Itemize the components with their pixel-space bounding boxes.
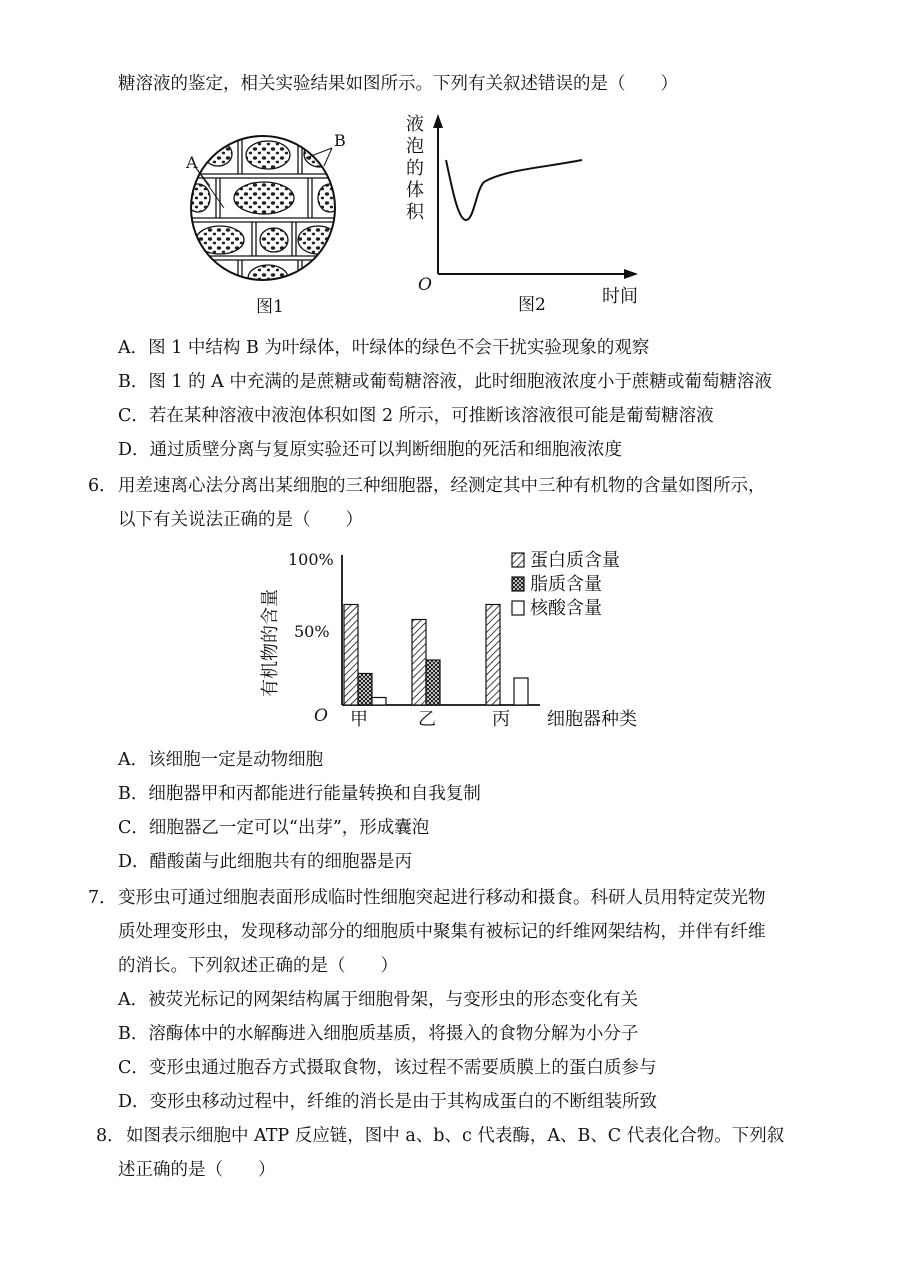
bar-2-2 [514,678,528,705]
q6-stem-line-1: 用差速离心法分离出某细胞的三种细胞器，经测定其中三种有机物的含量如图所示， [118,476,766,496]
q8-stem-line-1: 如图表示细胞中 ATP 反应链，图中 a、b、c 代表酶，A、B、C 代表化合物。下列叙 [126,1126,785,1146]
figure-2-ylabel-5: 积 [406,202,424,223]
q5-option-b: B．图 1 的 A 中充满的是蔗糖或葡萄糖溶液，此时细胞液浓度小于蔗糖或葡萄糖溶液 [118,372,772,392]
figure-2-ylabel-4: 体 [406,180,424,201]
q6-option-d: D．醋酸菌与此细胞共有的细胞器是丙 [118,852,413,872]
q7-stem-line-3: 的消长。下列叙述正确的是（ ） [118,956,398,976]
q7-option-a: A．被荧光标记的网架结构属于细胞骨架，与变形虫的形态变化有关 [118,990,639,1010]
legend-label-1: 脂质含量 [530,574,602,595]
legend-label-0: 蛋白质含量 [530,550,620,571]
figure-2-ylabel-1: 液 [406,114,424,135]
q8-number: 8． [96,1126,125,1146]
chart-origin: O [314,706,328,726]
q6-number: 6． [88,476,117,496]
q5-stem-tail: 糖溶液的鉴定，相关实验结果如图所示。下列有关叙述错误的是（ ） [118,74,678,94]
label-a: A [186,153,198,172]
bar-0-2 [372,698,386,706]
legend-swatch-0 [512,553,524,567]
q8-stem-line-2: 述正确的是（ ） [118,1160,276,1180]
q6-option-a: A．该细胞一定是动物细胞 [118,750,324,770]
legend-swatch-2 [512,601,524,615]
q5-option-c: C．若在某种溶液中液泡体积如图 2 所示，可推断该溶液很可能是葡萄糖溶液 [118,406,714,426]
q7-stem-line-1: 变形虫可通过细胞表面形成临时性细胞突起进行移动和摄食。科研人员用特定荧光物 [118,888,766,908]
q7-option-c: C．变形虫通过胞吞方式摄取食物，该过程不需要质膜上的蛋白质参与 [118,1058,657,1078]
q7-number: 7． [88,888,117,908]
bar-1-1 [426,660,440,705]
chart-ytick-50: 50% [294,622,330,641]
figure-2-origin: O [418,275,432,295]
legend-swatch-1 [512,577,524,591]
q5-option-a: A．图 1 中结构 B 为叶绿体，叶绿体的绿色不会干扰实验现象的观察 [118,338,650,358]
q6-option-c: C．细胞器乙一定可以“出芽”，形成囊泡 [118,818,430,838]
bar-1-0 [412,620,426,706]
figure-2-ylabel-2: 泡 [406,136,424,157]
q6-option-b: B．细胞器甲和丙都能进行能量转换和自我复制 [118,784,481,804]
x-category-0: 甲 [350,709,368,730]
q7-option-b: B．溶酶体中的水解酶进入细胞质基质，将摄入的食物分解为小分子 [118,1024,639,1044]
figure-1-cell-diagram [180,128,350,320]
bar-2-0 [486,605,500,706]
figure-2-xlabel: 时间 [602,286,638,307]
q5-option-d: D．通过质壁分离与复原实验还可以判断细胞的死活和细胞液浓度 [118,440,623,460]
x-category-2: 丙 [492,709,510,730]
q7-option-d: D．变形虫移动过程中，纤维的消长是由于其构成蛋白的不断组装所致 [118,1092,658,1112]
legend-label-2: 核酸含量 [530,598,602,619]
x-category-1: 乙 [418,709,436,730]
figure-1-caption: 图1 [256,297,284,317]
bar-0-0 [344,605,358,706]
q6-stem-line-2: 以下有关说法正确的是（ ） [118,510,363,530]
label-b: B [334,131,346,150]
figure-2-caption: 图2 [518,295,546,315]
chart-ytick-100: 100% [288,550,334,569]
chart-ylabel: 有机物的含量 [260,589,281,697]
chart-xlabel: 细胞器种类 [547,709,637,730]
figure-2-ylabel-3: 的 [406,158,424,179]
figure-2-volume-curve [400,108,660,318]
q7-stem-line-2: 质处理变形虫，发现移动部分的细胞质中聚集有被标记的纤维网架结构，并伴有纤维 [118,922,766,942]
bar-0-1 [358,674,372,706]
organelle-bar-chart [250,543,660,735]
